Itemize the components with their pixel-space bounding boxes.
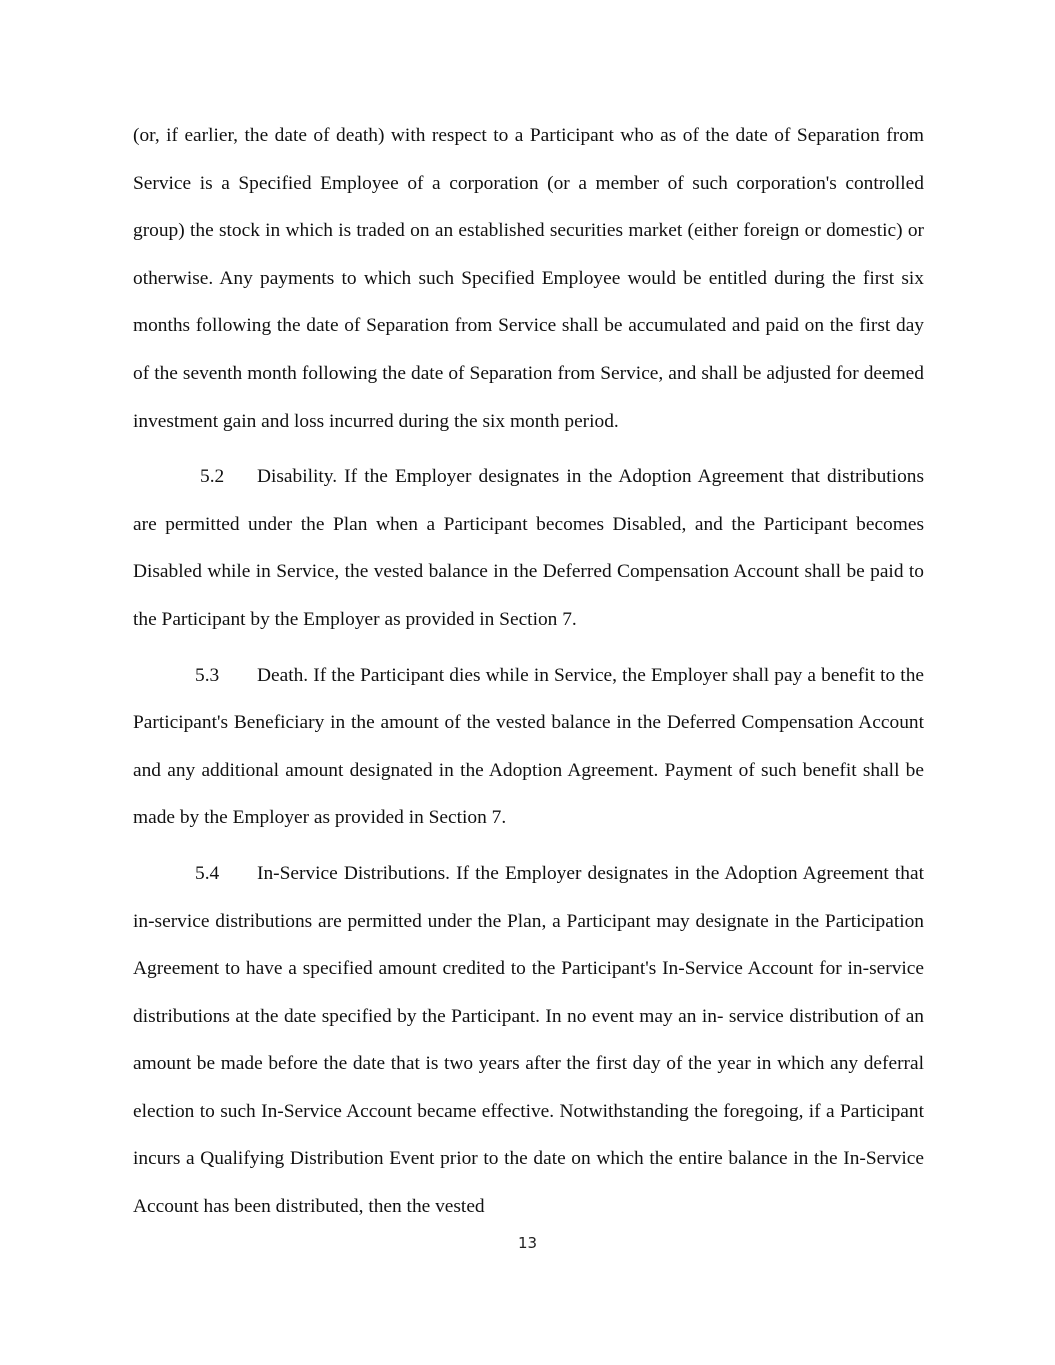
section-number: 5.2 (200, 466, 225, 488)
section-number: 5.3 (195, 664, 220, 686)
section-5-4-paragraph (133, 850, 924, 1231)
page-number: 13 (517, 1234, 538, 1252)
section-5-3-paragraph (133, 652, 924, 842)
section-text: Death. If the Participant dies while in Service, the Employer shall pay a benefit to the Participant's Beneficiary in the amount of the vested balance in the Deferred Compensation Account and any additional amount designated in the Adoption Agreement. Payment of such benefit shall be made by the Employer as provided in Section 7. (133, 664, 924, 829)
continuation-paragraph: (or, if earlier, the date of death) with respect to a Participant who as of the date of Separation from Service is a Specified Employee of a corporation (or a member of such corporation's controlled group) the stock in which is traded on an established securities market (either foreign or domestic) or otherwise. Any payments to which such Specified Employee would be entitled during the first six months following the date of Separation from Service shall be accumulated and paid on the first day of the seventh month following the date of Separation from Service, and shall be adjusted for deemed investment gain and loss incurred during the six month period. (133, 125, 924, 432)
section-text: In-Service Distributions. If the Employer designates in the Adoption Agreement that in-service distributions are permitted under the Plan, a Participant may designate in the Participation Agreement to have a specified amount credited to the Participant's In-Service Account for in-service distributions at the date specified by the Participant. In no event may an in- service distribution of an amount be made before the date that is two years after the first day of the year in which any deferral election to such In-Service Account became effective. Notwithstanding the foregoing, if a Participant incurs a Qualifying Distribution Event prior to the date on which the entire balance in the In-Service Account has been distributed, then the vested (133, 862, 924, 1218)
section-number: 5.4 (195, 862, 220, 884)
section-5-2-paragraph (133, 453, 924, 643)
section-text: Disability. If the Employer designates in the Adoption Agreement that distributions are permitted under the Plan when a Participant becomes Disabled, and the Participant becomes Disabled while in Service, the vested balance in the Deferred Compensation Account shall be paid to the Participant by the Employer as provided in Section 7. (133, 466, 924, 630)
page-body (133, 112, 924, 1231)
